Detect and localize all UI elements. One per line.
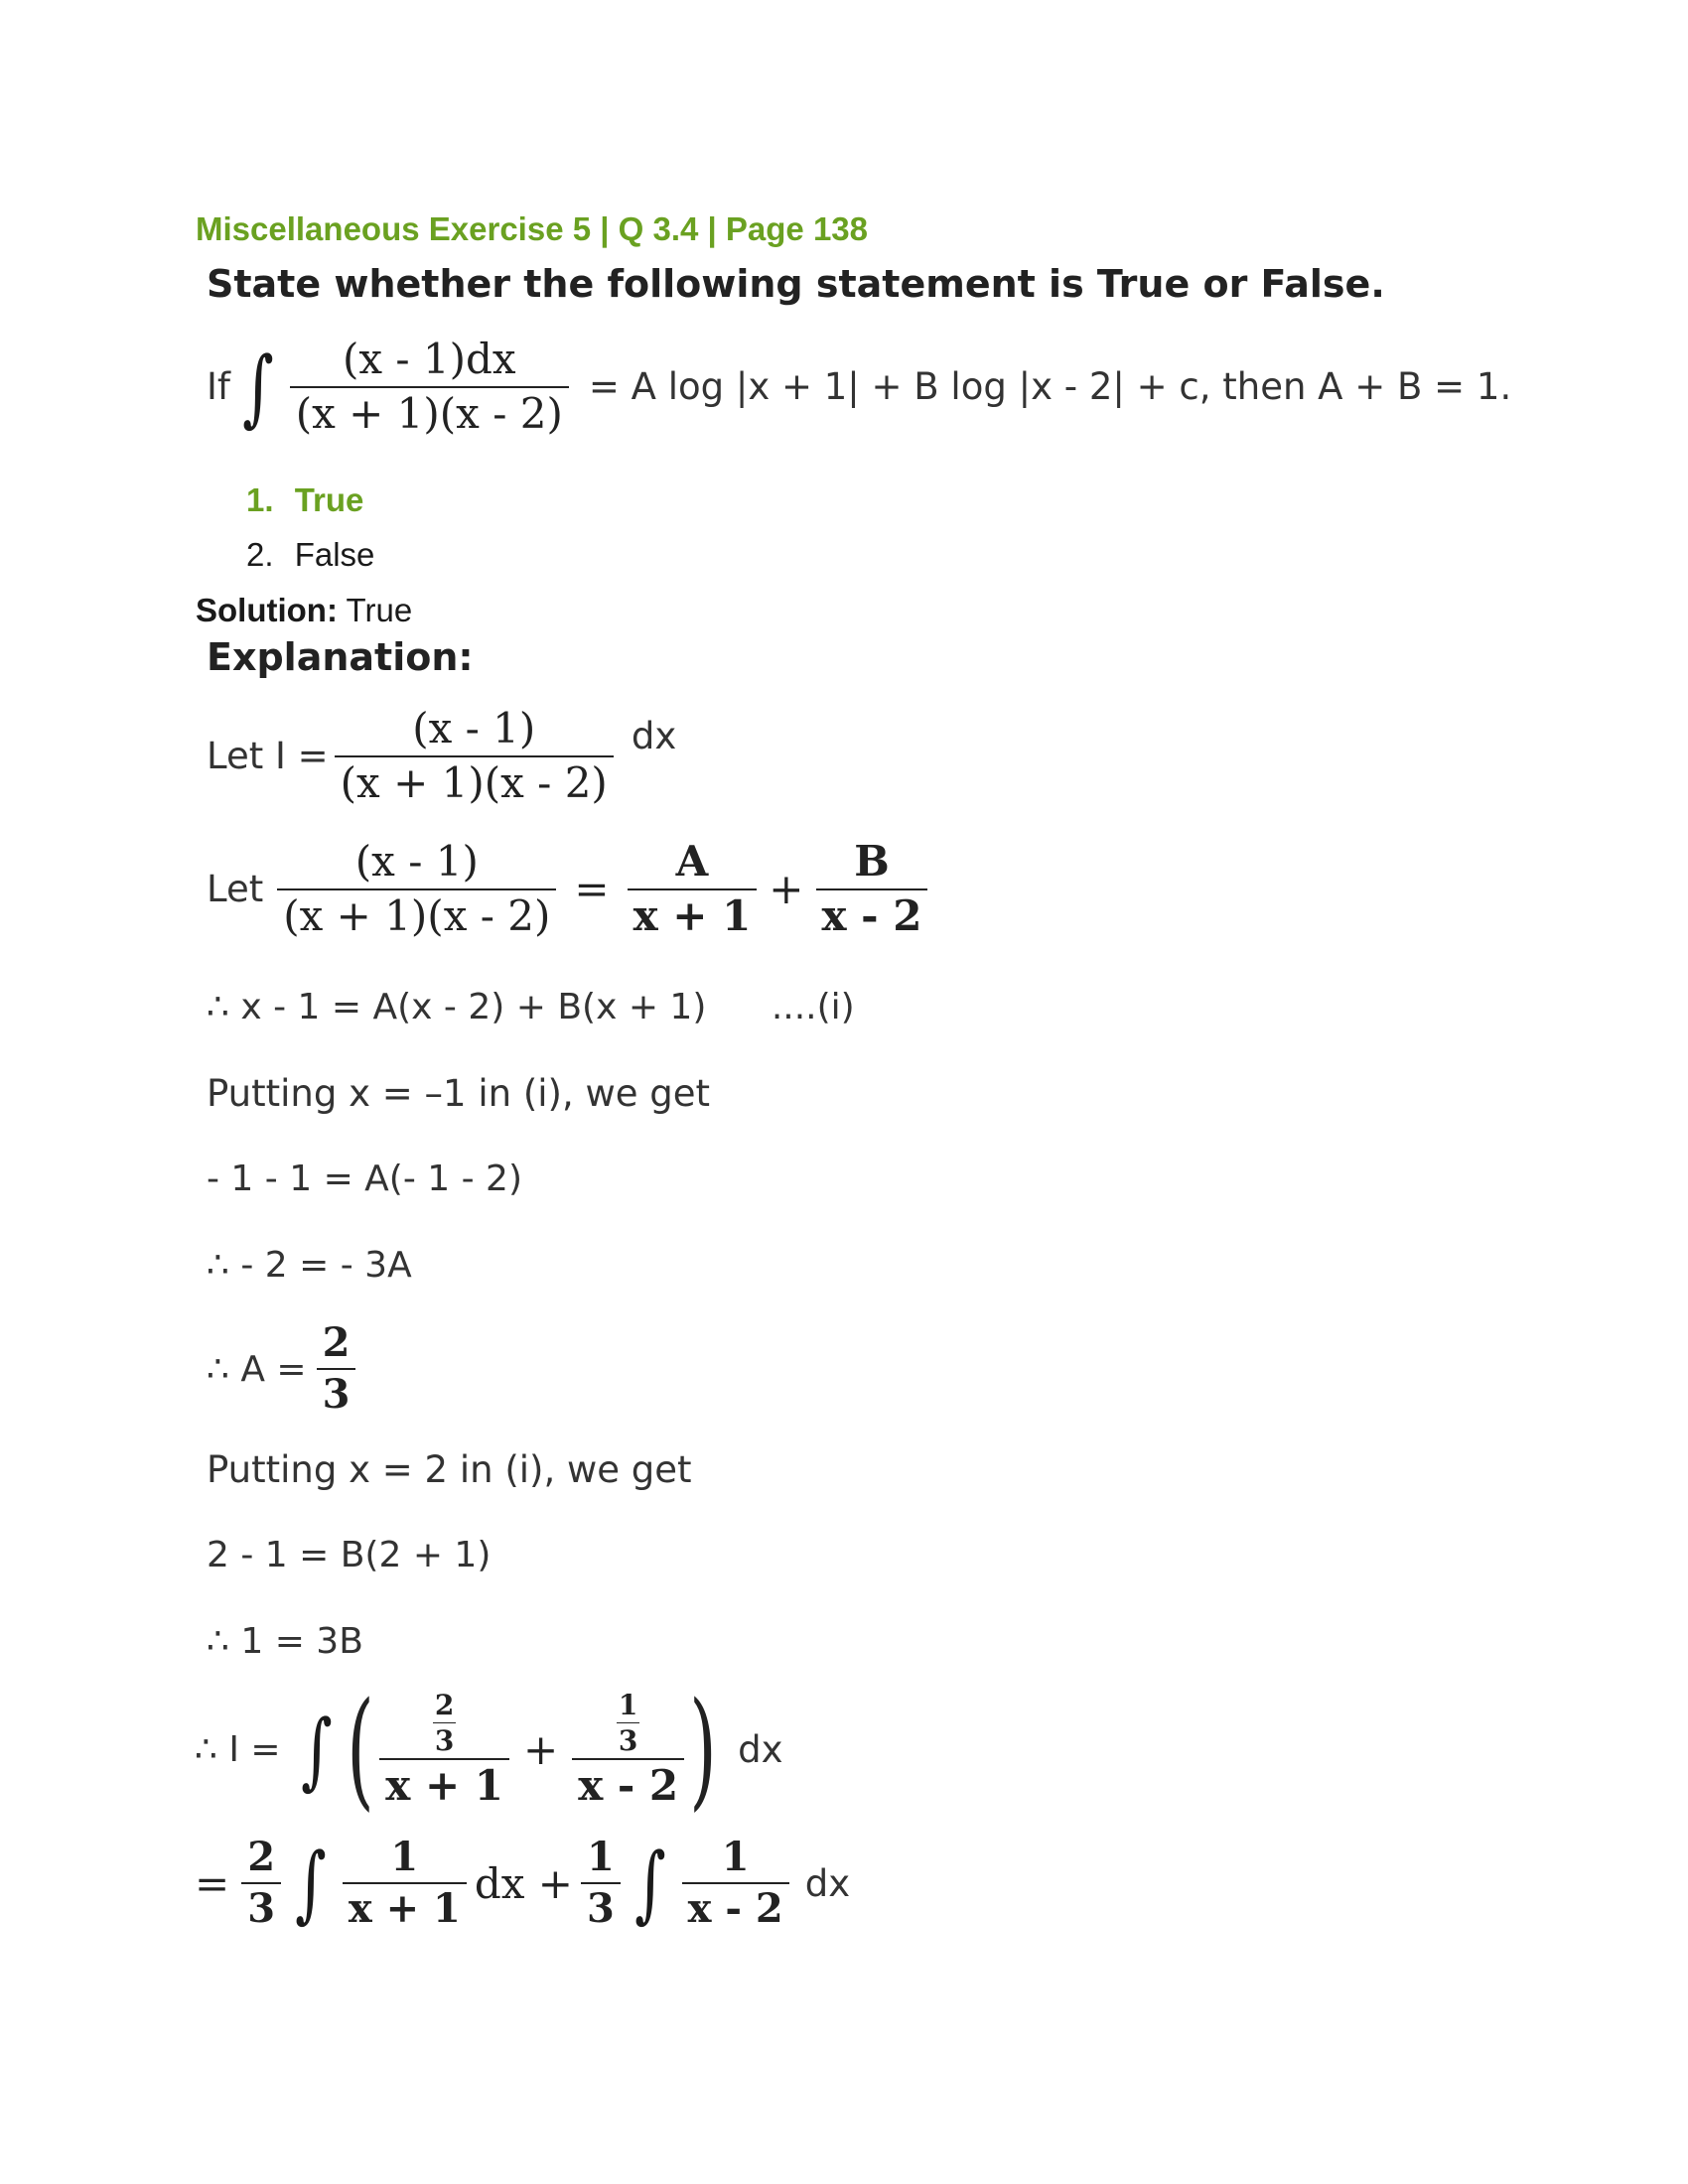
plus-sign: + [522, 1725, 559, 1774]
step-lead: Let I = [207, 735, 329, 777]
fraction-denominator: x + 1 [633, 890, 752, 940]
equation-reference: ....(i) [771, 987, 855, 1027]
step2-lhs-fraction [277, 836, 556, 942]
solution-line [196, 592, 412, 629]
fraction-denominator: (x + 1)(x - 2) [283, 890, 551, 940]
integral-sign: ∫ [295, 1835, 327, 1932]
small-denominator: 3 [618, 1723, 638, 1757]
option-number: 2. [246, 536, 274, 573]
option-label-false: False [294, 536, 375, 573]
fraction-numerator: B [854, 837, 890, 886]
plus-sign: + [769, 865, 804, 913]
term-two-fraction [572, 1688, 684, 1813]
step-let-i [207, 703, 676, 809]
step-identity [207, 987, 855, 1027]
fraction-numerator: 1 [390, 1834, 419, 1880]
step-equation-b: ∴ 1 = 3B [207, 1621, 363, 1662]
fraction-numerator: 2 [247, 1834, 276, 1880]
fraction-denominator: x - 2 [578, 1760, 679, 1810]
fraction-numerator: (x - 1) [354, 837, 479, 886]
solution-label: Solution: [196, 592, 338, 628]
step-partial-fractions [207, 836, 927, 942]
question-fraction [290, 334, 569, 440]
step-substitution-b: 2 - 1 = B(2 + 1) [207, 1535, 492, 1575]
option-1 [246, 481, 363, 519]
option-number: 1. [246, 481, 274, 518]
left-paren: ( [347, 1676, 375, 1824]
term-one-fraction [379, 1688, 509, 1813]
fraction-denominator: (x + 1)(x - 2) [340, 757, 608, 807]
step-substitution-a: - 1 - 1 = A(- 1 - 2) [207, 1159, 523, 1199]
step-put-x-2: Putting x = 2 in (i), we get [207, 1448, 692, 1491]
small-denominator: 3 [434, 1723, 455, 1757]
solution-answer: True [346, 592, 413, 628]
if-label: If [207, 365, 230, 408]
option-2 [246, 536, 374, 574]
exercise-reference: Miscellaneous Exercise 5 | Q 3.4 | Page 138 [196, 210, 869, 247]
step-integral-split [195, 1676, 782, 1824]
fraction-denominator: 3 [322, 1371, 351, 1418]
fraction-b [816, 836, 928, 942]
small-numerator: 2 [434, 1688, 455, 1721]
fraction-denominator: x + 1 [348, 1885, 461, 1932]
integrand-two [682, 1833, 789, 1934]
small-numerator: 1 [618, 1688, 638, 1721]
fraction-denominator: x - 2 [821, 890, 922, 940]
fraction-numerator: (x - 1)dx [342, 335, 516, 383]
fraction-numerator [427, 1688, 462, 1758]
fraction-denominator: x + 1 [385, 1760, 503, 1810]
equals-sign: = [574, 865, 610, 913]
coefficient-two-thirds [241, 1833, 281, 1934]
explanation-heading: Explanation: [207, 635, 474, 679]
differential: dx [738, 1728, 783, 1771]
question-rhs: = A log |x + 1| + B log |x - 2| + c, then A + B = 1. [588, 365, 1512, 408]
coefficient-one-third [581, 1833, 621, 1934]
value-a-fraction [317, 1318, 356, 1420]
step-lead: Let [207, 868, 264, 910]
step-value-a [207, 1318, 355, 1420]
differential: dx [631, 715, 677, 757]
fraction-numerator: 2 [322, 1319, 351, 1366]
step-equation-a: ∴ - 2 = - 3A [207, 1245, 412, 1286]
fraction-numerator [611, 1688, 645, 1758]
equals-sign: = [195, 1858, 230, 1908]
integral-sign: ∫ [300, 1701, 333, 1799]
question-equation [207, 334, 1511, 440]
identity-equation: ∴ x - 1 = A(x - 2) + B(x + 1) [207, 987, 707, 1027]
right-paren: ) [689, 1676, 717, 1824]
fraction-numerator: 1 [586, 1834, 615, 1880]
step1-fraction [335, 703, 614, 809]
integral-sign: ∫ [242, 338, 274, 436]
step-put-x-minus-1: Putting x = –1 in (i), we get [207, 1072, 711, 1115]
integrand-one [343, 1833, 467, 1934]
fraction-a [628, 836, 758, 942]
fraction-numerator: 1 [721, 1834, 750, 1880]
fraction-numerator: A [675, 837, 709, 886]
fraction-denominator: x - 2 [687, 1885, 783, 1932]
step-lead: ∴ A = [207, 1348, 307, 1390]
differential: dx [804, 1861, 851, 1905]
question-instruction: State whether the following statement is True or False. [207, 262, 1385, 306]
step-lead: ∴ I = [195, 1729, 281, 1770]
dx-plus: dx + [474, 1858, 573, 1908]
fraction-denominator: 3 [586, 1885, 615, 1932]
fraction-denominator: (x + 1)(x - 2) [295, 388, 563, 438]
fraction-denominator: 3 [247, 1885, 276, 1932]
integral-sign: ∫ [633, 1835, 666, 1932]
step-integral-result [195, 1833, 850, 1934]
option-label-true: True [294, 481, 364, 518]
fraction-numerator: (x - 1) [412, 704, 536, 752]
